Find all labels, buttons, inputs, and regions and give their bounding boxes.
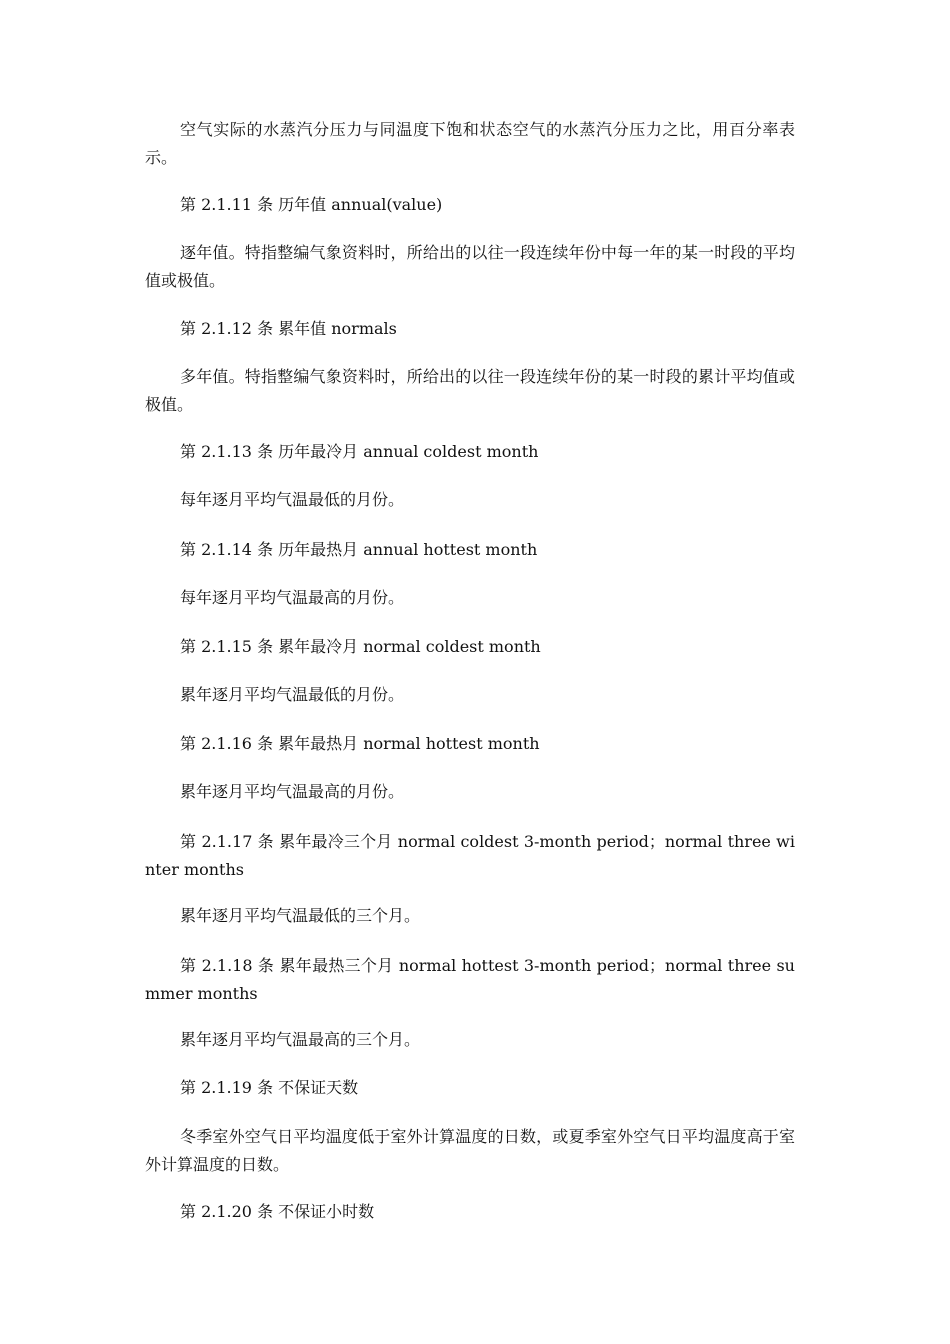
clause-2-1-18-heading: 第 2.1.18 条 累年最热三个月 normal hottest 3-month period；normal three summer months	[145, 956, 795, 1003]
paragraph-annual-coldest-month-definition: 每年逐月平均气温最低的月份。	[180, 490, 405, 509]
paragraph-relative-humidity-definition: 空气实际的水蒸汽分压力与同温度下饱和状态空气的水蒸汽分压力之比，用百分率表示。	[145, 120, 795, 167]
paragraph-normal-hottest-month-definition: 累年逐月平均气温最高的月份。	[180, 782, 405, 801]
clause-2-1-20-heading: 第 2.1.20 条 不保证小时数	[180, 1202, 375, 1221]
clause-2-1-17-heading: 第 2.1.17 条 累年最冷三个月 normal coldest 3-month period；normal three winter months	[145, 832, 795, 879]
clause-2-1-12-heading: 第 2.1.12 条 累年值 normals	[180, 319, 397, 338]
paragraph-normal-coldest-month-definition: 累年逐月平均气温最低的月份。	[180, 685, 405, 704]
clause-2-1-13-heading: 第 2.1.13 条 历年最冷月 annual coldest month	[180, 442, 539, 461]
paragraph-normals-definition: 多年值。特指整编气象资料时，所给出的以往一段连续年份的某一时段的累计平均值或极值。	[145, 367, 795, 414]
paragraph-normal-hottest-3-month-definition: 累年逐月平均气温最高的三个月。	[180, 1030, 421, 1049]
clause-2-1-16-heading: 第 2.1.16 条 累年最热月 normal hottest month	[180, 734, 540, 753]
clause-2-1-11-heading: 第 2.1.11 条 历年值 annual(value)	[180, 195, 443, 214]
clause-2-1-14-heading: 第 2.1.14 条 历年最热月 annual hottest month	[180, 540, 538, 559]
paragraph-annual-value-definition: 逐年值。特指整编气象资料时，所给出的以往一段连续年份中每一年的某一时段的平均值或极值。	[145, 243, 795, 290]
clause-2-1-19-heading: 第 2.1.19 条 不保证天数	[180, 1078, 359, 1097]
paragraph-normal-coldest-3-month-definition: 累年逐月平均气温最低的三个月。	[180, 906, 421, 925]
clause-2-1-15-heading: 第 2.1.15 条 累年最冷月 normal coldest month	[180, 637, 541, 656]
paragraph-annual-hottest-month-definition: 每年逐月平均气温最高的月份。	[180, 588, 405, 607]
paragraph-non-guaranteed-days-definition: 冬季室外空气日平均温度低于室外计算温度的日数，或夏季室外空气日平均温度高于室外计算温度的日数。	[145, 1127, 795, 1174]
